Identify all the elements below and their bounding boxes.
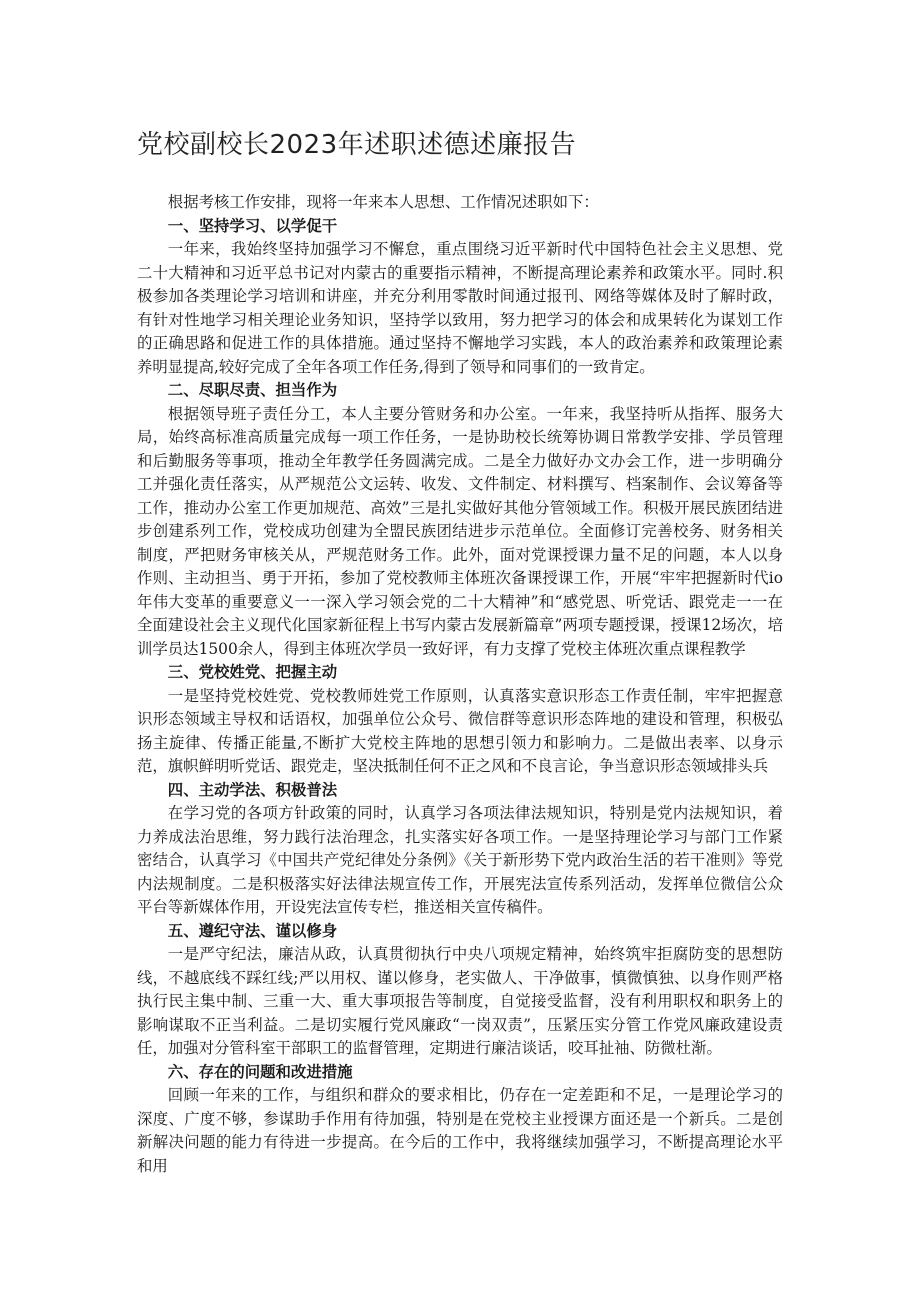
section-paragraph: 回顾一年来的工作，与组织和群众的要求相比，仍存在一定差距和不足，一是理论学习的深度、广度不够，参谋助手作用有待加强，特别是在党校主业授课方面还是一个新兵。二是创新解决问题的能力有待进一步提高。在今后的工作中，我将继续加强学习，不断提高理论水平和用 (137, 1086, 783, 1175)
section-heading: 六、存在的问题和改进措施 (167, 1062, 353, 1081)
section-heading: 五、遵纪守法、谨以修身 (167, 921, 338, 940)
section-paragraph: 在学习党的各项方针政策的同时，认真学习各项法律法规知识，特别是党内法规知识，着力养成法治思维，努力践行法治理念，扎实落实好各项工作。一是坚持理论学习与部门工作紧密结合，认真学习《中国共产党纪律处分条例》《关于新形势下党内政治生活的若干准则》等党内法规制度。二是积极落实好法律法规宣传工作，开展宪法宣传系列活动，发挥单位微信公众平台等新媒体作用，开设宪法宣传专栏，推送相关宣传稿件。 (137, 804, 783, 916)
section-heading: 三、党校姓党、把握主动 (167, 663, 338, 681)
section-heading: 二、尽职尽责、担当作为 (167, 381, 338, 399)
document-page (137, 128, 783, 1178)
section-paragraph: 一年来，我始终坚持加强学习不懈怠，重点围绕习近平新时代中国特色社会主义思想、党二十大精神和习近平总书记对内蒙古的重要指示精神，不断提高理论素养和政策水平。同时.积极参加各类理论学习培训和讲座，并充分利用零散时间通过报刊、网络等媒体及时了解时政，有针对性地学习相关理论业务知识，坚持学以致用，努力把学习的体会和成果转化为谋划工作的正确思路和促进工作的具体措施。通过坚持不懈地学习实践，本人的政治素养和政策理论素养明显提高,较好完成了全年各项工作任务,得到了领导和同事们的一致肯定。 (137, 240, 783, 376)
section-6 (137, 1061, 783, 1179)
intro-paragraph: 根据考核工作安排，现将一年来本人思想、工作情况述职如下： (167, 193, 599, 211)
section-3 (137, 661, 783, 779)
section-2 (137, 379, 783, 661)
document-title: 党校副校长2023年述职述德述廉报告 (137, 130, 577, 160)
section-heading: 四、主动学法、积极普法 (167, 780, 338, 799)
section-paragraph: 一是严守纪法，廉洁从政，认真贯彻执行中央八项规定精神，始终筑牢拒腐防变的思想防线，不越底线不踩红线;严以用权、谨以修身，老实做人、干净做事，慎微慎独、以身作则严格执行民主集中制、三重一大、重大事项报告等制度，自觉接受监督，没有利用职权和职务上的影响谋取不正当利益。二是切实履行党风廉政“一岗双责”，压紧压实分管工作党风廉政建设责任，加强对分管科室干部职工的监督管理，定期进行廉洁谈话，咬耳扯袖、防微杜渐。 (137, 945, 783, 1057)
section-paragraph: 一是坚持党校姓党、党校教师姓党工作原则，认真落实意识形态工作责任制，牢牢把握意识形态领域主导权和话语权，加强单位公众号、微信群等意识形态阵地的建设和管理，积极弘扬主旋律、传播正能量,不断扩大党校主阵地的思想引领力和影响力。二是做出表率、以身示范，旗帜鲜明听党话、跟党走，坚决抵制任何不正之风和不良言论，争当意识形态领域排头兵 (137, 686, 783, 775)
section-4 (137, 779, 783, 920)
section-5 (137, 920, 783, 1061)
section-heading: 一、坚持学习、以学促干 (167, 216, 338, 235)
section-paragraph: 根据领导班子责任分工，本人主要分管财务和办公室。一年来，我坚持听从指挥、服务大局，始终高标准高质量完成每一项工作任务，一是协助校长统筹协调日常教学安排、学员管理和后勤服务等事项，推动全年教学任务圆满完成。二是全力做好办文办会工作，进一步明确分工并强化责任落实，从严规范公文运转、收发、文件制定、材料撰写、档案制作、会议筹备等工作，推动办公室工作更加规范、高效”三是扎实做好其他分管领域工作。积极开展民族团结进步创建系列工作，党校成功创建为全盟民族团结进步示范单位。全面修订完善校务、财务相关制度，严把财务审核关从，严规范财务工作。此外，面对党课授课力量不足的问题，本人以身作则、主动担当、勇于开拓，参加了党校教师主体班次备课授课工作，开展“牢牢把握新时代io年伟大变革的重要意义一一深入学习领会党的二十大精神”和“感党恩、听党话、跟党走一一在全面建设社会主义现代化国家新征程上书写内蒙古发展新篇章”两项专题授课，授课12场次，培训学员达1500余人，得到主体班次学员一致好评，有力支撑了党校主体班次重点课程教学 (137, 404, 783, 658)
section-1 (137, 215, 783, 380)
